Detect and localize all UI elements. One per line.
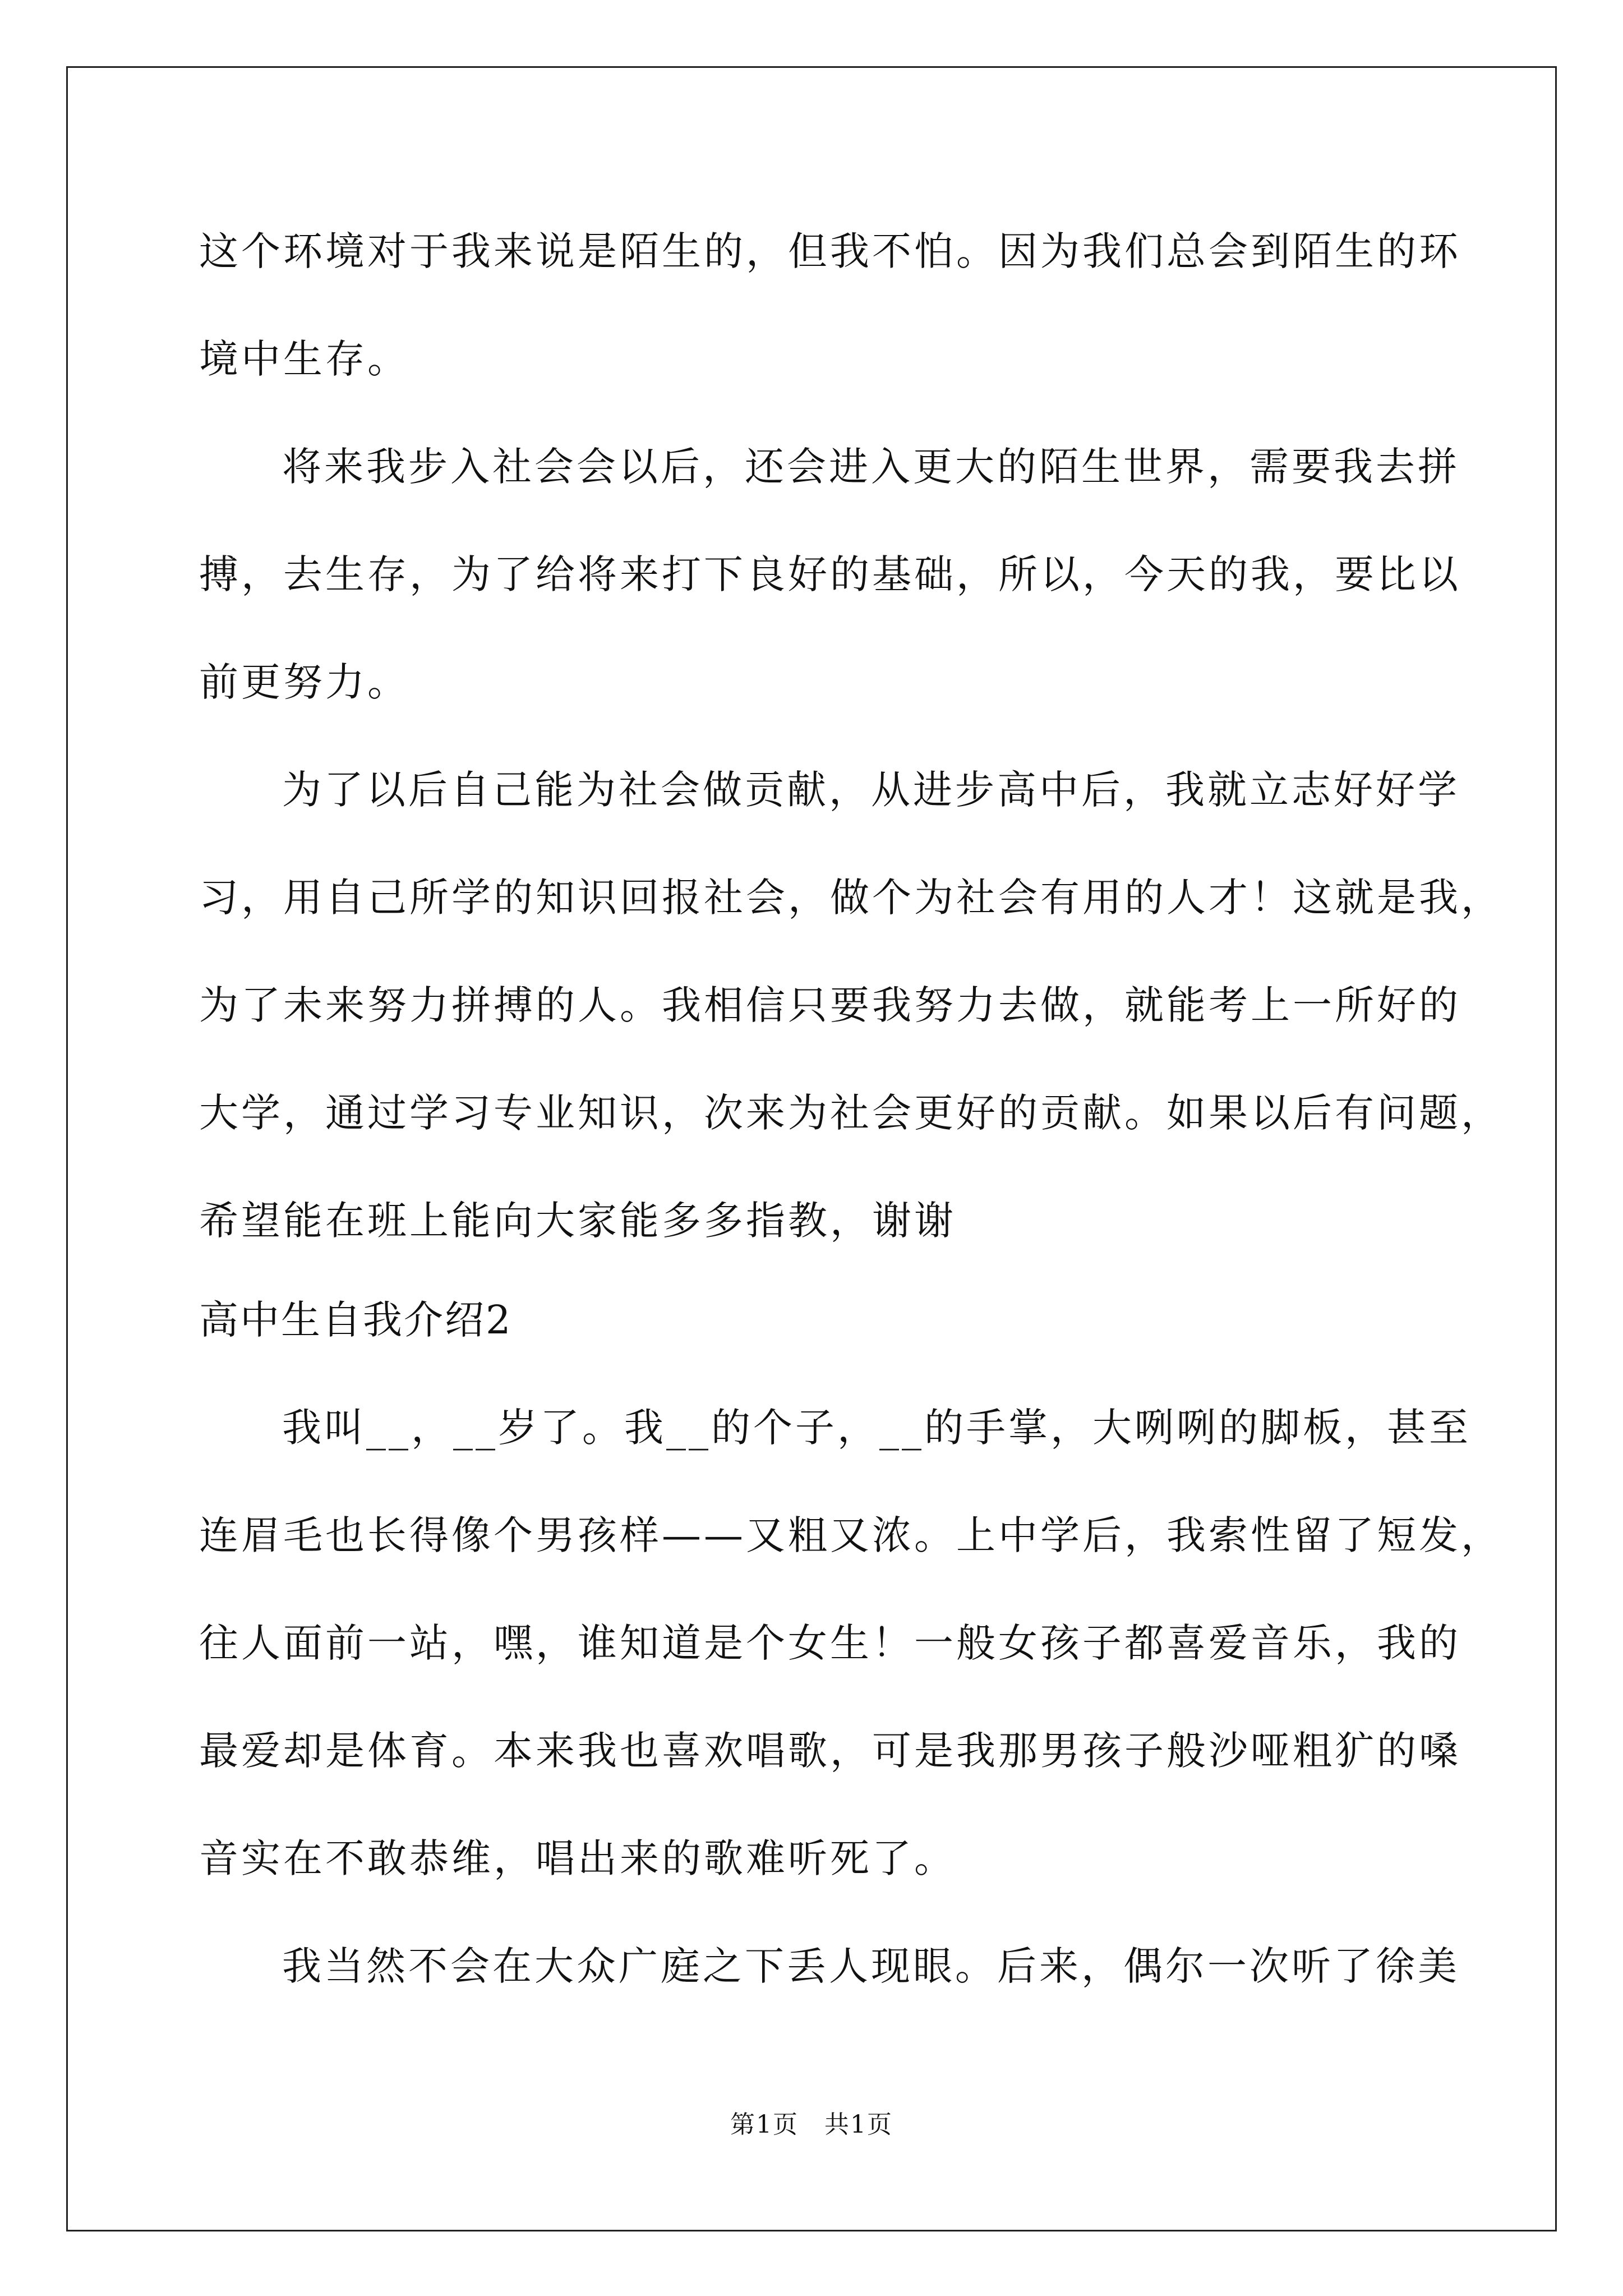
section-heading: 高中生自我介绍2	[199, 1297, 513, 1343]
body-text-line: 我当然不会在大众广庭之下丢人现眼。后来，偶尔一次听了徐美	[282, 1943, 1460, 1989]
body-text-line: 将来我步入社会会以后，还会进入更大的陌生世界，需要我去拼	[282, 444, 1460, 490]
body-text-line: 往人面前一站，嘿，谁知道是个女生！一般女孩子都喜爱音乐，我的	[199, 1620, 1461, 1666]
body-text-line: 习，用自己所学的知识回报社会，做个为社会有用的人才！这就是我，	[199, 875, 1503, 921]
body-text-line: 希望能在班上能向大家能多多指教，谢谢	[199, 1198, 956, 1244]
body-text-line: 前更努力。	[199, 659, 409, 705]
body-text-line: 连眉毛也长得像个男孩样——又粗又浓。上中学后，我索性留了短发，	[199, 1512, 1503, 1558]
body-text-line: 境中生存。	[199, 336, 409, 382]
body-text-line: 为了未来努力拼搏的人。我相信只要我努力去做，就能考上一所好的	[199, 982, 1461, 1028]
page-border	[66, 66, 1557, 2231]
body-text-line: 音实在不敢恭维，唱出来的歌难听死了。	[199, 1835, 956, 1881]
body-text-line: 为了以后自己能为社会做贡献，从进步高中后，我就立志好好学	[282, 767, 1460, 813]
body-text-line: 搏，去生存，为了给将来打下良好的基础，所以，今天的我，要比以	[199, 551, 1461, 597]
body-text-line: 这个环境对于我来说是陌生的，但我不怕。因为我们总会到陌生的环	[199, 228, 1461, 274]
body-text-line: 大学，通过学习专业知识，次来为社会更好的贡献。如果以后有问题，	[199, 1090, 1503, 1136]
body-text-line: 我叫__，__岁了。我__的个子，__的手掌，大咧咧的脚板，甚至	[282, 1405, 1471, 1451]
page-footer: 第1页 共1页	[730, 2110, 893, 2139]
body-text-line: 最爱却是体育。本来我也喜欢唱歌，可是我那男孩子般沙哑粗犷的嗓	[199, 1728, 1461, 1774]
